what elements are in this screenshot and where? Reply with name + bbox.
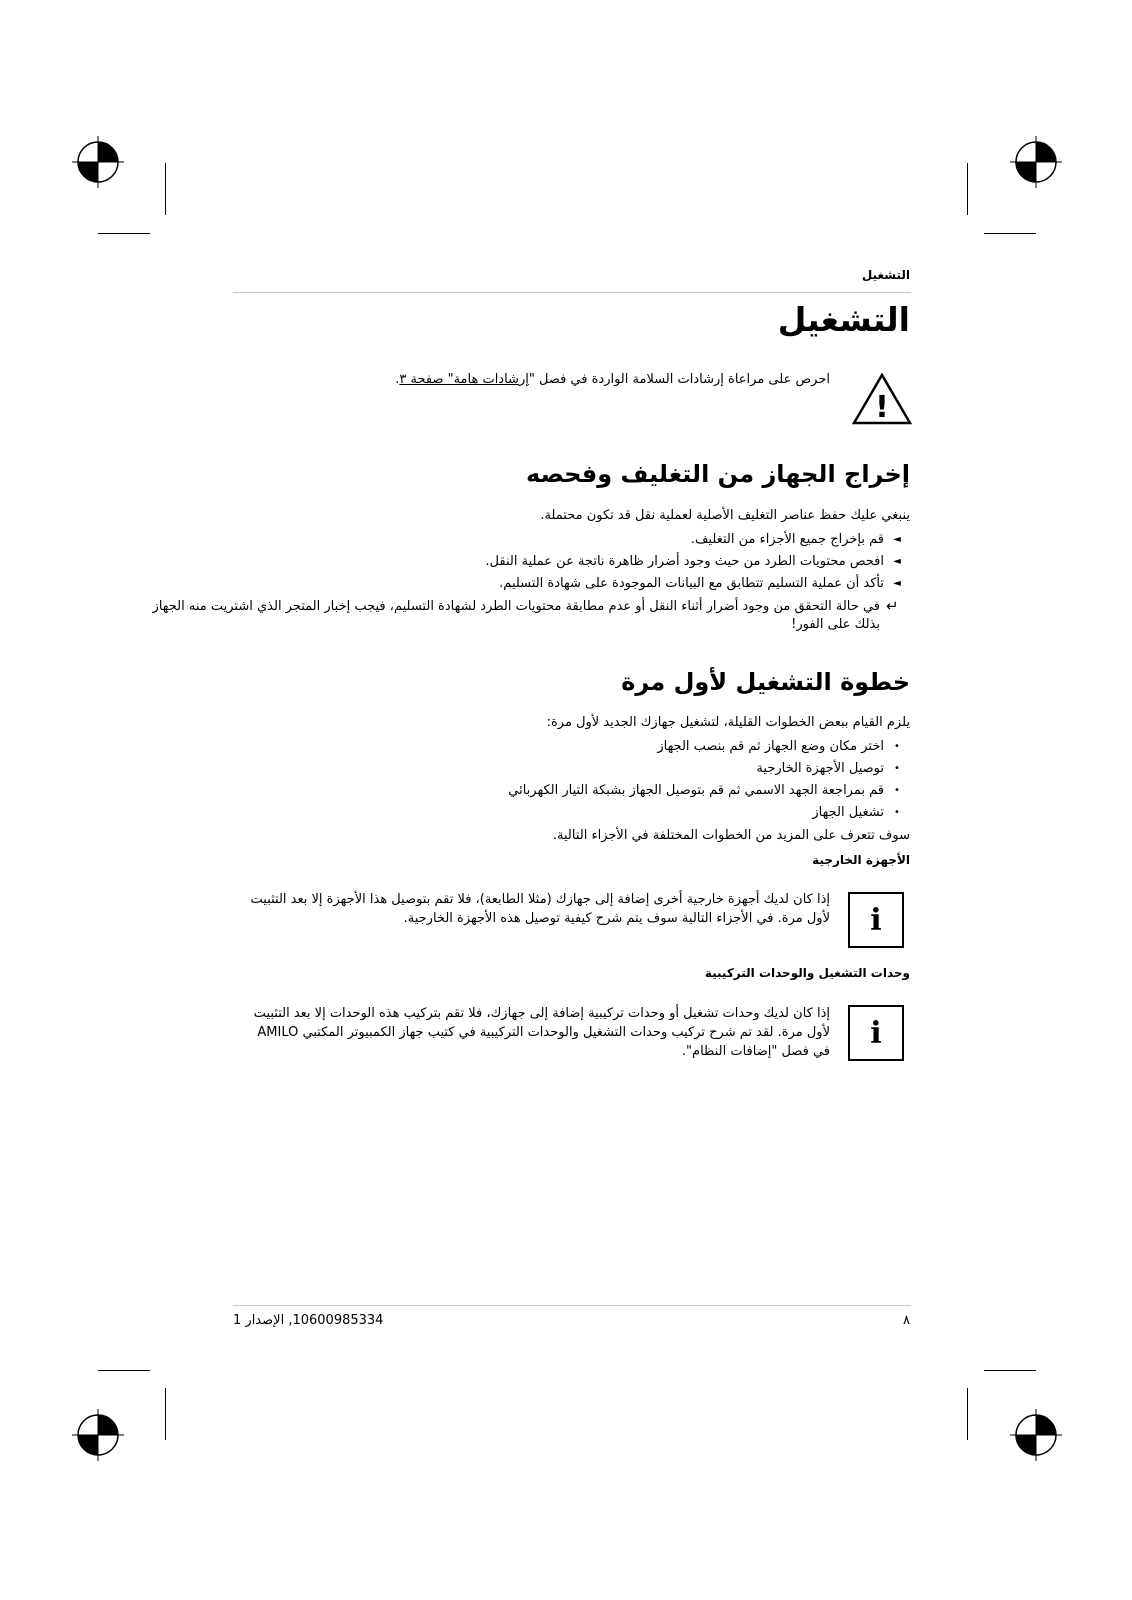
crop-line (165, 163, 166, 215)
arrow-bullet-icon: ◄ (893, 534, 901, 545)
bullet-icon: • (894, 807, 900, 818)
list-item-text: اختر مكان وضع الجهاز ثم قم بنصب الجهاز (657, 739, 884, 754)
crop-line (98, 233, 150, 234)
warning-glyph: ! (875, 390, 889, 425)
header-rule (233, 292, 911, 293)
registration-mark-icon (1010, 1409, 1062, 1461)
bullet-icon: • (894, 741, 900, 752)
section-outro: سوف تتعرف على المزيد من الخطوات المختلفة في الأجزاء التالية. (552, 828, 910, 843)
list-item (485, 552, 910, 574)
section-intro: يلزم القيام ببعض الخطوات القليلة، لتشغيل جهازك الجديد لأول مرة: (546, 715, 910, 730)
crop-line (98, 1370, 150, 1371)
return-arrow-icon: ↵ (886, 597, 899, 615)
arrow-bullet-icon: ◄ (893, 578, 901, 589)
crop-line (984, 1370, 1036, 1371)
registration-mark-icon (72, 1409, 124, 1461)
section-heading-unpack: إخراج الجهاز من التغليف وفحصه (526, 460, 910, 488)
running-header: التشغيل (861, 268, 910, 282)
list-item (657, 737, 910, 759)
section-note-line: في حالة التحقق من وجود أضرار أثناء النقل أو عدم مطابقة محتويات الطرد لشهادة التسليم، فيجب إخبار المتجر الذي اشتريت منه الجهاز (152, 599, 880, 614)
info-i-icon: i (848, 892, 904, 948)
section-note-line: بذلك على الفور! (791, 617, 880, 632)
crop-line (984, 233, 1036, 234)
subheading-install-units: وحدات التشغيل والوحدات التركيبية (704, 966, 910, 980)
warning-body: احرص على مراعاة إرشادات السلامة الواردة في فصل " (528, 372, 830, 387)
warning-end: . (395, 372, 400, 387)
info-note-install: إذا كان لديك وحدات تشغيل أو وحدات تركيبية إضافة إلى جهازك، فلا تقم بتركيب هذه الوحدات إلا بعد التثبيت لأول مرة. لقد تم شرح تركيب وحدات التشغيل والوحدات التركيبية في كتيب جهاز الكمبيوتر المكتبي AMILO في فصل "إضافات النظام". (253, 1006, 830, 1059)
list-item-text: افحص محتويات الطرد من حيث وجود أضرار ظاهرة ناتجة عن عملية النقل. (485, 554, 884, 569)
warning-triangle-icon (852, 373, 912, 425)
registration-mark-icon (72, 136, 124, 188)
page-number: ٨ (903, 1313, 910, 1328)
list-item-text: قم بمراجعة الجهد الاسمي ثم قم بتوصيل الجهاز بشبكة التيار الكهربائي (508, 783, 884, 798)
bullet-icon: • (894, 763, 900, 774)
list-item (499, 574, 910, 596)
document-id: 10600985334, الإصدار 1 (233, 1313, 384, 1328)
list-item-text: قم بإخراج جميع الأجزاء من التغليف. (690, 532, 884, 547)
list-item (812, 803, 910, 825)
list-item (691, 530, 910, 552)
registration-mark-icon (1010, 136, 1062, 188)
warning-text (395, 372, 830, 387)
subheading-external-devices: الأجهزة الخارجية (812, 853, 910, 867)
info-note-external: إذا كان لديك أجهزة خارجية أخرى إضافة إلى جهازك (مثلا الطابعة)، فلا تقم بتوصيل هذا الأجهزة إلا بعد التثبيت لأول مرة. في الأجزاء التالية سوف يتم شرح كيفية توصيل هذه الأجهزة الخارجية. (250, 892, 830, 926)
arrow-bullet-icon: ◄ (893, 556, 901, 567)
section-note (153, 598, 880, 634)
list-item (756, 759, 910, 781)
section-heading-first-start: خطوة التشغيل لأول مرة (621, 668, 910, 696)
bullet-icon: • (894, 785, 900, 796)
list-item-text: توصيل الأجهزة الخارجية (756, 761, 884, 776)
list-item (508, 781, 910, 803)
list-item-text: تشغيل الجهاز (812, 805, 884, 820)
footer-rule (233, 1305, 911, 1306)
info-i-icon: i (848, 1005, 904, 1061)
list-item-text: تأكد أن عملية التسليم تتطابق مع البيانات الموجودة على شهادة التسليم. (499, 576, 884, 591)
section-intro: ينبغي عليك حفظ عناصر التغليف الأصلية لعملية نقل قد تكون محتملة. (540, 508, 910, 523)
crop-line (967, 1388, 968, 1440)
crop-line (967, 163, 968, 215)
warning-link[interactable]: إرشادات هامة" صفحة ٣ (399, 372, 529, 387)
page-title: التشغيل (777, 300, 910, 339)
crop-line (165, 1388, 166, 1440)
